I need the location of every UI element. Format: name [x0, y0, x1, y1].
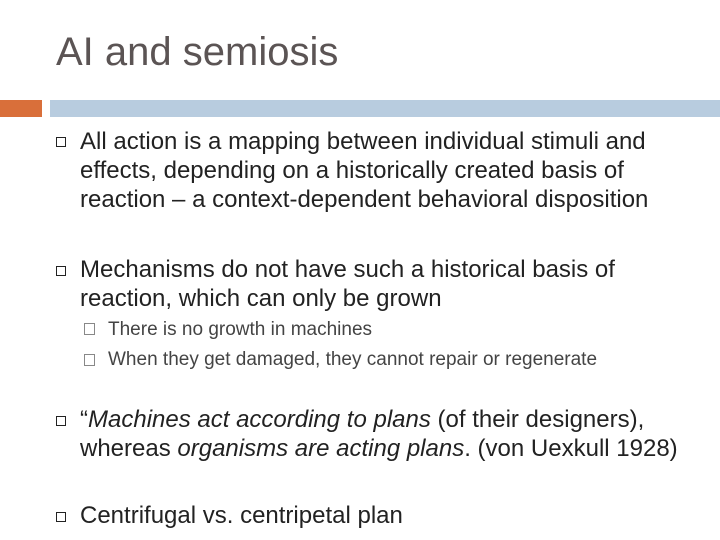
quote-italic: organisms are acting plans: [177, 435, 465, 462]
quote-text: (of their designers), whereas: [80, 406, 645, 462]
square-bullet-icon: [56, 512, 66, 522]
square-bullet-icon: [56, 137, 66, 147]
sub-bullet-text: There is no growth in machines: [108, 319, 373, 340]
bullet-text: Centrifugal vs. centripetal plan: [80, 502, 403, 529]
slide-title: AI and semiosis: [56, 30, 339, 74]
sub-bullet-text: When they get damaged, they cannot repair or regenerate: [108, 349, 598, 370]
quote-citation: . (von Uexkull 1928): [464, 435, 678, 462]
square-bullet-icon: [56, 416, 66, 426]
square-bullet-icon: [56, 266, 66, 276]
sub-bullet-icon: [84, 354, 95, 366]
sub-bullet-icon: [84, 323, 95, 335]
bullet-text: Mechanisms do not have such a historical basis of reaction, which can only be grown: [80, 256, 615, 312]
bullet-quote: [80, 405, 705, 463]
bullet-text: All action is a mapping between individual stimuli and effects, depending on a historically created basis of reaction – a context-dependent behavioral disposition: [80, 128, 649, 213]
quote-open: “: [80, 406, 88, 433]
quote-italic: Machines act according to plans: [88, 406, 431, 433]
